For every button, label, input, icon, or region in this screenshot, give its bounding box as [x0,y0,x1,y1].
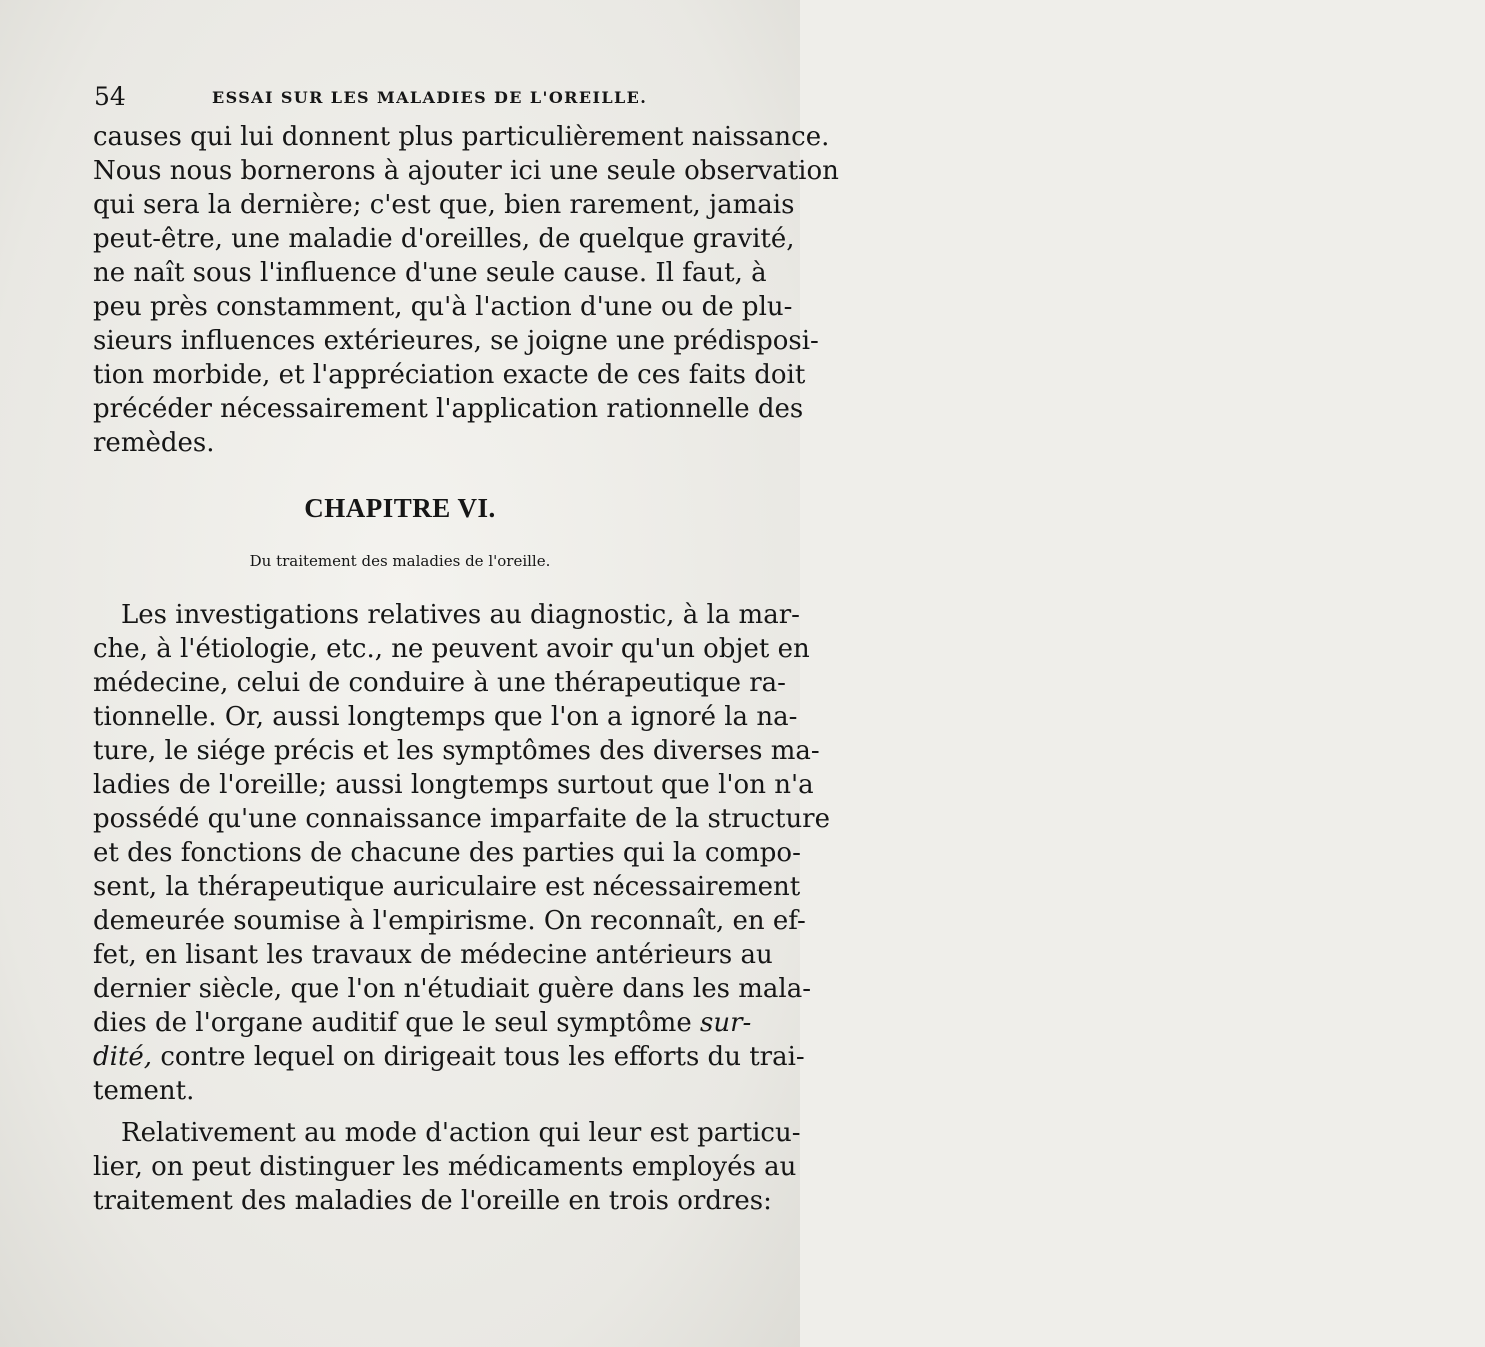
paragraph-3 [93,1116,801,1218]
text-line: dernier siècle, que l'on n'étudiait guère dans les mala- [93,974,811,1004]
text-line: possédé qu'une connaissance imparfaite de la structure [93,804,831,834]
text-line: che, à l'étiologie, etc., ne peuvent avoir qu'un objet en [93,634,810,664]
text-line: sieurs influences extérieures, se joigne une prédisposi- [93,326,819,356]
text-line: sent, la thérapeutique auriculaire est nécessairement [93,872,801,902]
text-line: demeurée soumise à l'empirisme. On reconnaît, en ef- [93,906,806,936]
line-text: contre lequel on dirigeait tous les efforts du trai- [152,1042,805,1072]
text-line: causes qui lui donnent plus particulièrement naissance. [93,122,830,152]
line-text: dies de l'organe auditif que le seul symptôme [93,1008,692,1038]
text-line: remèdes. [93,428,215,458]
text-line [93,1006,752,1040]
text-line: ture, le siége précis et les symptômes des diverses ma- [93,736,820,766]
text-line: qui sera la dernière; c'est que, bien rarement, jamais [93,190,795,220]
chapter-heading: CHAPITRE VI. [304,493,496,523]
italic-word: sur- [700,1008,752,1038]
text-line: peut-être, une maladie d'oreilles, de quelque gravité, [93,224,795,254]
text-line: et des fonctions de chacune des parties qui la compo- [93,838,801,868]
chapter-subtitle: Du traitement des maladies de l'oreille. [249,552,551,570]
text-line: ladies de l'oreille; aussi longtemps surtout que l'on n'a [93,770,814,800]
text-line: peu près constamment, qu'à l'action d'une ou de plu- [93,292,793,322]
paragraph-1 [93,120,839,460]
text-line: lier, on peut distinguer les médicaments employés au [93,1152,797,1182]
running-head [94,82,724,112]
text-line: traitement des maladies de l'oreille en trois ordres: [93,1186,772,1216]
text-line: médecine, celui de conduire à une thérapeutique ra- [93,668,786,698]
running-title: ESSAI SUR LES MALADIES DE L'OREILLE. [212,88,648,107]
text-line: Relativement au mode d'action qui leur est particu- [121,1118,801,1148]
text-line: tionnelle. Or, aussi longtemps que l'on a ignoré la na- [93,702,798,732]
text-line: ne naît sous l'influence d'une seule cause. Il faut, à [93,258,767,288]
text-line: tion morbide, et l'appréciation exacte de ces faits doit [93,360,806,390]
text-line [93,1040,805,1074]
text-line: fet, en lisant les travaux de médecine antérieurs au [93,940,773,970]
text-line: Les investigations relatives au diagnostic, à la mar- [121,600,800,630]
paragraph-2 [93,598,831,1108]
text-line: précéder nécessairement l'application rationnelle des [93,394,804,424]
page-number: 54 [94,82,126,111]
italic-word: dité, [93,1042,153,1072]
text-line: tement. [93,1076,195,1106]
text-line: Nous nous bornerons à ajouter ici une seule observation [93,156,839,186]
